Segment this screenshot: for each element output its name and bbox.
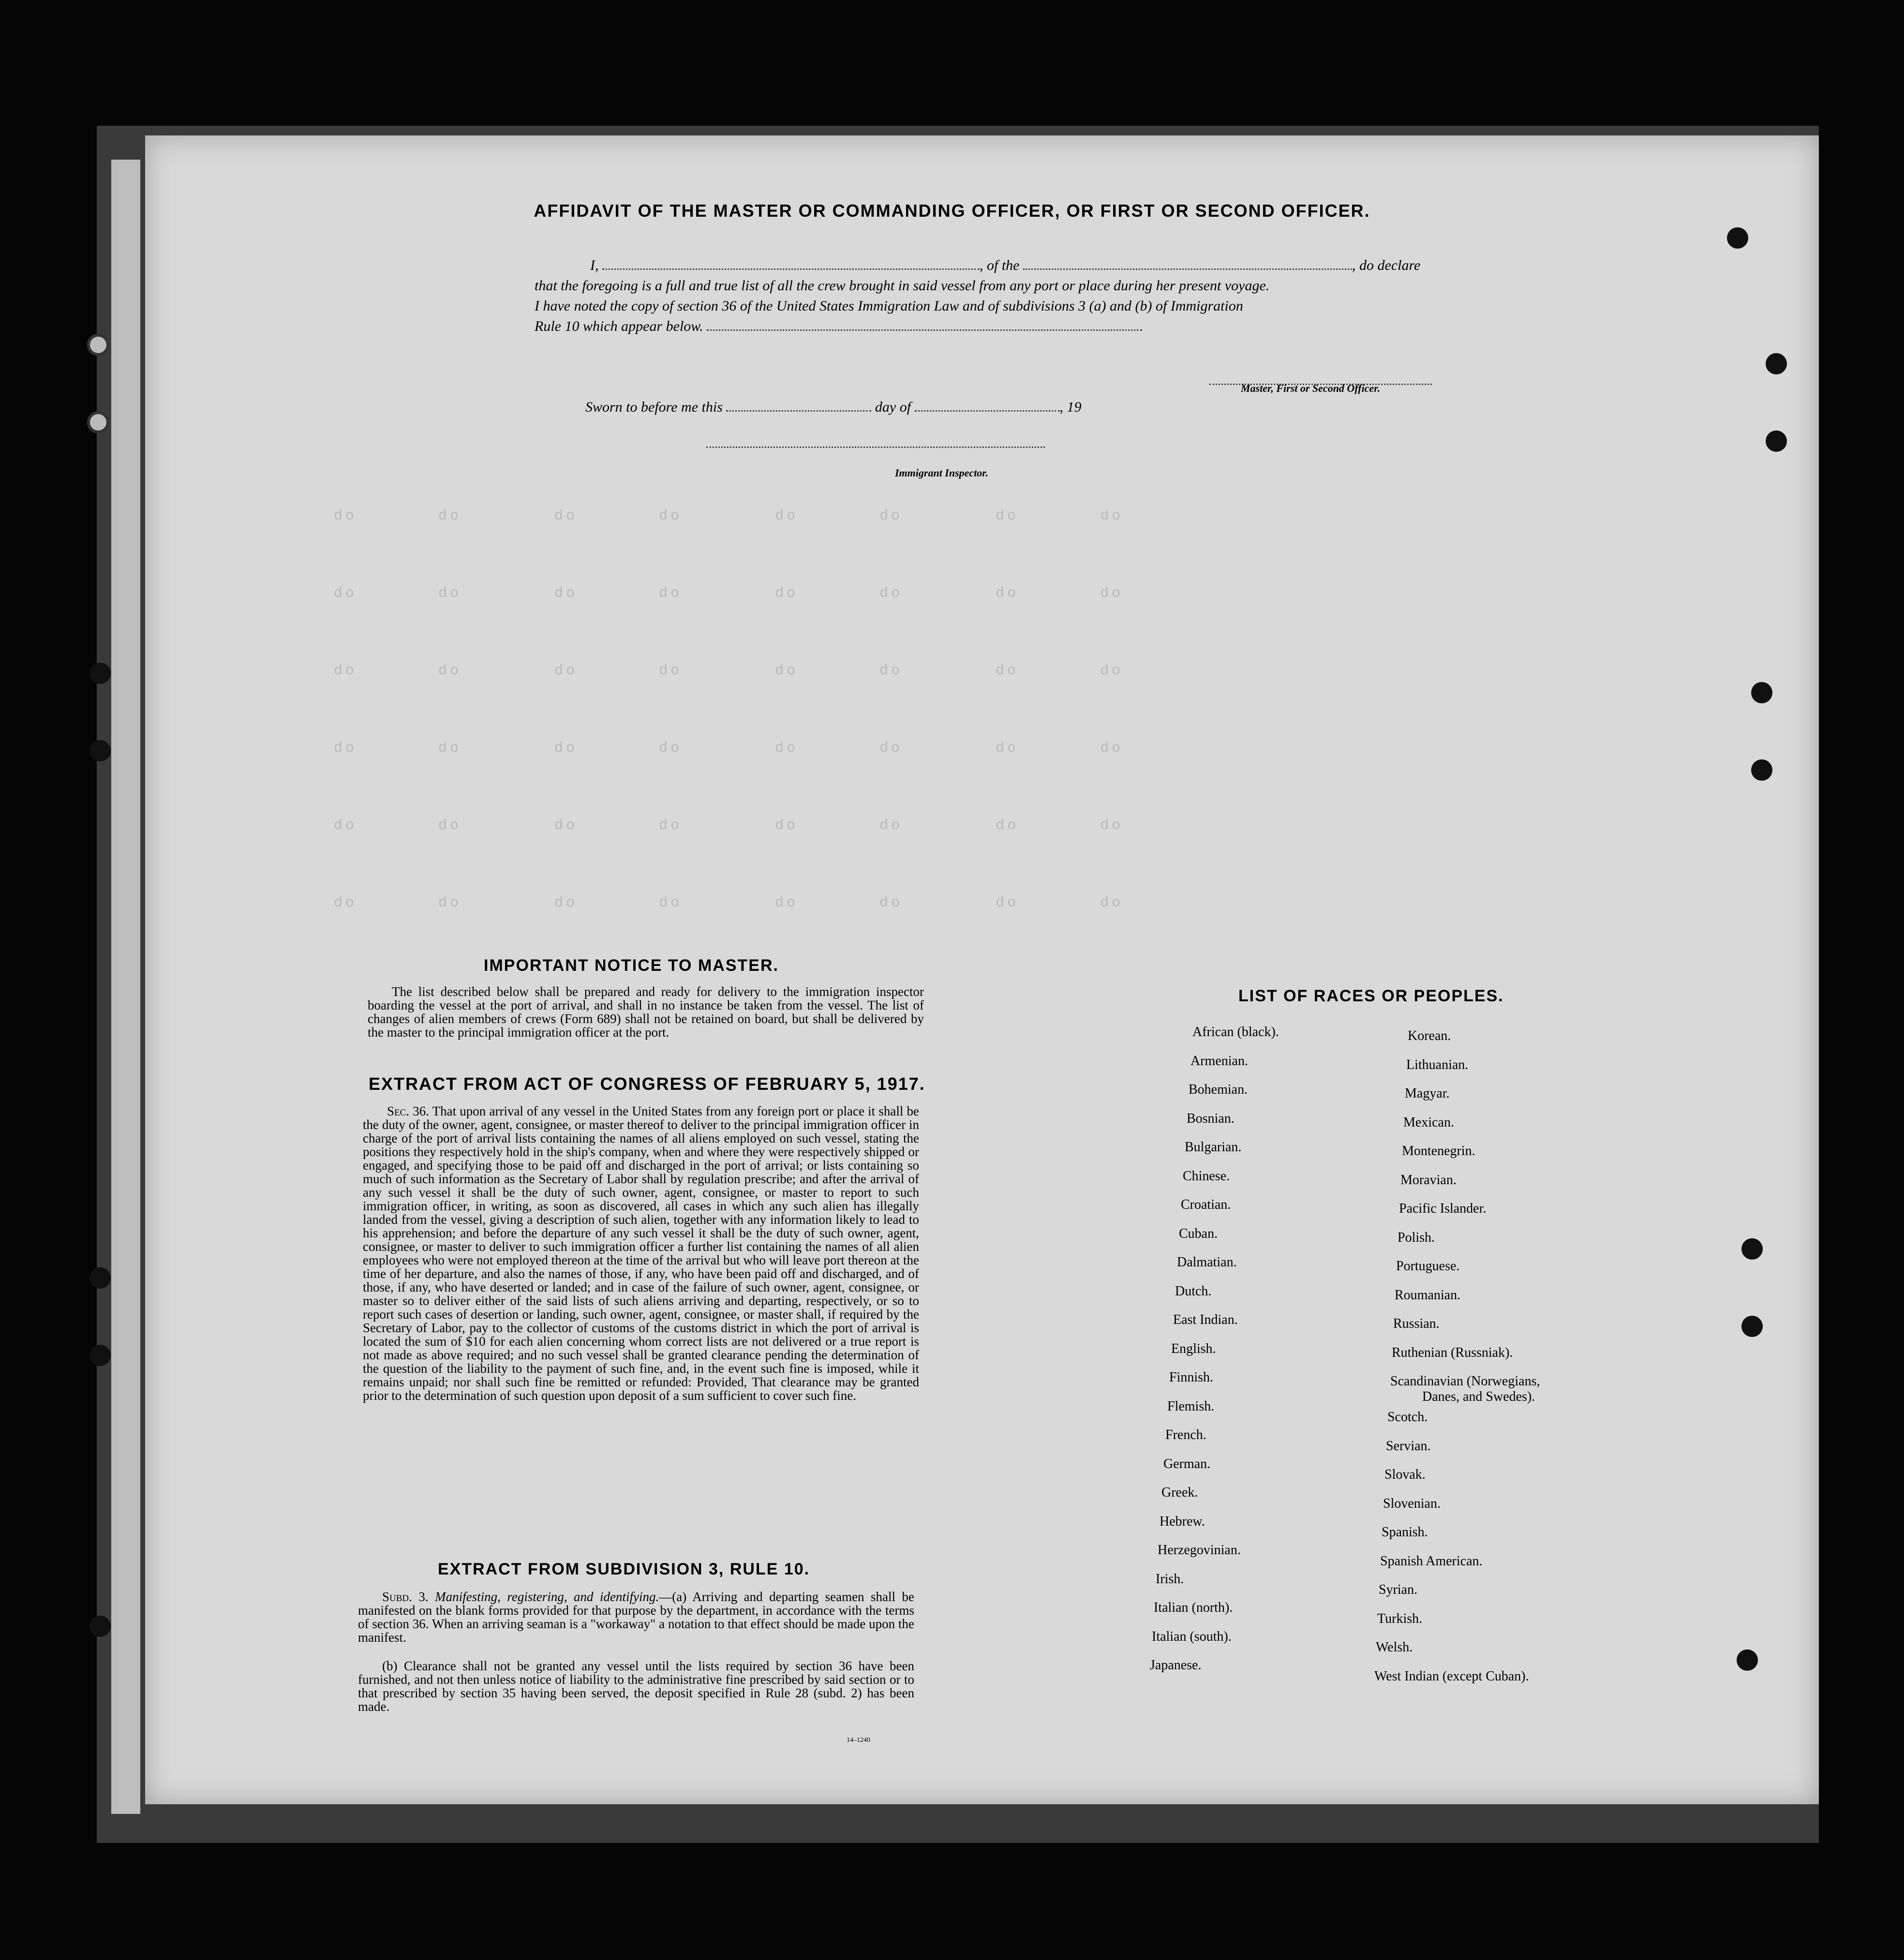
binder-hole-icon xyxy=(87,411,109,433)
bleed-through-texture: do do do do do do do do xyxy=(334,895,1124,911)
race-item: Bohemian. xyxy=(1189,1082,1248,1097)
races-title: LIST OF RACES OR PEOPLES. xyxy=(1238,987,1504,1005)
race-item: Turkish. xyxy=(1377,1611,1423,1626)
race-item: Ruthenian (Russniak). xyxy=(1392,1345,1513,1360)
binder-hole-icon xyxy=(89,1345,111,1366)
race-item: Spanish. xyxy=(1382,1525,1428,1540)
race-item: Moravian. xyxy=(1400,1172,1457,1188)
binder-hole-icon xyxy=(1751,759,1772,781)
binder-hole-icon xyxy=(1741,1316,1763,1337)
race-item: Mexican. xyxy=(1403,1114,1454,1130)
race-item: Slovak. xyxy=(1384,1467,1426,1482)
bleed-through-texture: do do do do do do do do xyxy=(334,817,1124,834)
race-item: Lithuanian. xyxy=(1406,1057,1469,1072)
binder-hole-icon xyxy=(89,1616,111,1637)
race-item: Italian (north). xyxy=(1154,1600,1233,1615)
bleed-through-texture: do do do do do do do do xyxy=(334,508,1124,524)
race-item: Montenegrin. xyxy=(1402,1143,1475,1158)
race-item: Russian. xyxy=(1393,1316,1440,1331)
affidavit-line-4: Rule 10 which appear below. xyxy=(535,318,1142,335)
document-page xyxy=(145,135,1819,1804)
binder-hole-icon xyxy=(1741,1238,1763,1260)
extract-act-text: Sec. 36. That upon arrival of any vessel in the United States from any foreign port or place it shall be the duty of the owner, agent, consignee, or master thereof to deliver to the principal immigration officer in charge of the port of arrival lists containing the names of all aliens employed on such vessel, stating the positions they respectively hold in the ship's company, when and where they were respectively shipped or engaged, and specifying those to be paid off and discharged in the port of arrival; or lists containing so much of such information as the Secretary of Labor shall by regulation prescribe; and after the arrival of any such vessel it shall be the duty of such owner, agent, consignee, or master to report to such immigration officer, in writing, as soon as discovered, all cases in which any such alien has illegally landed from the vessel, giving a description of such alien, together with any information likely to lead to his apprehension; and before the departure of any such vessel it shall be the duty of such owner, agent, consignee, or master to deliver to such immigration officer a further list containing the names of all alien employees who were not employed thereon at the time of the arrival but who will leave port thereon at the time of her departure, and also the names of those, if any, who have been paid off and discharged, and of those, if any, who have deserted or landed; and in case of the failure of such owner, agent, consignee, or master so to deliver either of the said lists of such aliens arriving and departing, respectively, or so to report such cases of desertion or landing, such owner, agent, consignee, or master shall, if required by the Secretary of Labor, pay to the collector of customs of the customs district in which the port of arrival is located the sum of $10 for each alien concerning whom correct lists are not delivered or a true report is not made as above required; and no such vessel shall be granted clearance pending the determination of the question of the liability to the payment of such fine, and, in the event such fine is imposed, while it remains unpaid; nor shall such fine be remitted or refunded: Provided, That clearance may be granted prior to the determination of such question upon deposit of a sum sufficient to cover such fine. xyxy=(363,1104,919,1403)
binder-hole-icon xyxy=(1766,431,1787,452)
race-item: Portuguese. xyxy=(1396,1259,1460,1274)
race-item: Scandinavian (Norwegians, xyxy=(1390,1374,1540,1389)
notice-title: IMPORTANT NOTICE TO MASTER. xyxy=(484,956,779,975)
extract-rule-title: EXTRACT FROM SUBDIVISION 3, RULE 10. xyxy=(438,1560,810,1578)
extract-rule-text-a: Subd. 3. Manifesting, registering, and identifying.—(a) Arriving and departing seamen shall be manifested on the blank forms provided for that purpose by the department, in accordance with the terms of section 36. When an arriving seaman is a "workaway" a notation to that effect should be made upon the manifest. xyxy=(358,1589,914,1645)
race-item: Spanish American. xyxy=(1380,1553,1483,1569)
race-item: Chinese. xyxy=(1183,1168,1230,1184)
binder-hole-icon xyxy=(1727,227,1748,249)
affidavit-line-1: I, , of the , do declare xyxy=(590,257,1421,273)
race-item: Japanese. xyxy=(1150,1658,1202,1673)
race-item: Finnish. xyxy=(1169,1370,1214,1385)
race-item: Hebrew. xyxy=(1160,1514,1205,1529)
binder-hole-icon xyxy=(1737,1649,1758,1671)
race-item: Armenian. xyxy=(1190,1053,1248,1069)
race-item: Scotch. xyxy=(1387,1410,1428,1425)
bleed-through-texture: do do do do do do do do xyxy=(334,740,1124,757)
race-item: Roumanian. xyxy=(1395,1287,1461,1303)
race-item: German. xyxy=(1163,1456,1211,1471)
notice-text: The list described below shall be prepared and ready for delivery to the immigration inspector boarding the vessel at the port of arrival, and shall in no instance be taken from the vessel. The list of changes of alien members of crews (Form 689) shall not be retained on board, but shall be delivered by the master to the principal immigration officer at the port. xyxy=(368,984,924,1039)
inspector-signature-line xyxy=(706,435,1045,452)
extract-rule-text-b: (b) Clearance shall not be granted any vessel until the lists required by section 36 have been furnished, and not then unless notice of liability to the administrative fine prescribed by said section or to that prescribed by section 35 having been served, the deposit specified in Rule 28 (subd. 2) has been made. xyxy=(358,1659,914,1714)
race-item: Welsh. xyxy=(1376,1640,1413,1655)
race-item: Flemish. xyxy=(1167,1398,1215,1414)
race-item: Pacific Islander. xyxy=(1399,1201,1487,1216)
race-item: East Indian. xyxy=(1173,1312,1238,1327)
race-item: Syrian. xyxy=(1379,1582,1418,1597)
binder-hole-icon xyxy=(89,663,111,684)
race-item: Cuban. xyxy=(1179,1226,1218,1241)
binder-hole-icon xyxy=(1751,682,1772,703)
race-item: Greek. xyxy=(1161,1485,1198,1500)
race-item: Irish. xyxy=(1156,1571,1184,1587)
binder-hole-icon xyxy=(89,740,111,761)
page-edge xyxy=(111,160,140,1814)
race-item: Bulgarian. xyxy=(1185,1140,1242,1155)
extract-act-title: EXTRACT FROM ACT OF CONGRESS OF FEBRUARY 5, 1917. xyxy=(369,1074,925,1094)
binder-hole-icon xyxy=(89,1267,111,1289)
race-item: Italian (south). xyxy=(1152,1629,1232,1644)
race-item: Croatian. xyxy=(1181,1197,1231,1212)
race-item: Herzegovinian. xyxy=(1158,1543,1241,1558)
race-item: English. xyxy=(1171,1341,1216,1356)
affidavit-line-2: that the foregoing is a full and true list of all the crew brought in said vessel from any port or place during her present voyage. xyxy=(535,278,1270,294)
race-item: Servian. xyxy=(1386,1438,1431,1454)
binder-hole-icon xyxy=(1766,353,1787,374)
race-item: French. xyxy=(1165,1427,1206,1442)
race-item: Danes, and Swedes). xyxy=(1422,1389,1535,1404)
race-item: Dutch. xyxy=(1175,1283,1212,1299)
race-item: West Indian (except Cuban). xyxy=(1374,1668,1529,1684)
race-item: Dalmatian. xyxy=(1177,1255,1237,1270)
race-item: Slovenian. xyxy=(1383,1496,1441,1511)
race-item: African (black). xyxy=(1192,1025,1279,1039)
affidavit-line-3: I have noted the copy of section 36 of the United States Immigration Law and of subdivisions 3 (a) and (b) of Immigration xyxy=(535,298,1243,314)
sworn-line: Sworn to before me this day of , 19 xyxy=(585,399,1082,415)
race-item: Magyar. xyxy=(1405,1086,1450,1101)
race-item: Polish. xyxy=(1398,1230,1435,1245)
inspector-label: Immigrant Inspector. xyxy=(895,467,989,479)
master-signature-label: Master, First or Second Officer. xyxy=(1241,382,1381,394)
binder-hole-icon xyxy=(87,334,109,356)
form-number: 14–1240 xyxy=(847,1737,870,1744)
affidavit-title: AFFIDAVIT OF THE MASTER OR COMMANDING OFFICER, OR FIRST OR SECOND OFFICER. xyxy=(534,201,1370,221)
race-item: Korean. xyxy=(1408,1028,1451,1043)
race-item: Bosnian. xyxy=(1187,1111,1235,1126)
bleed-through-texture: do do do do do do do do xyxy=(334,663,1124,679)
bleed-through-texture: do do do do do do do do xyxy=(334,585,1124,602)
